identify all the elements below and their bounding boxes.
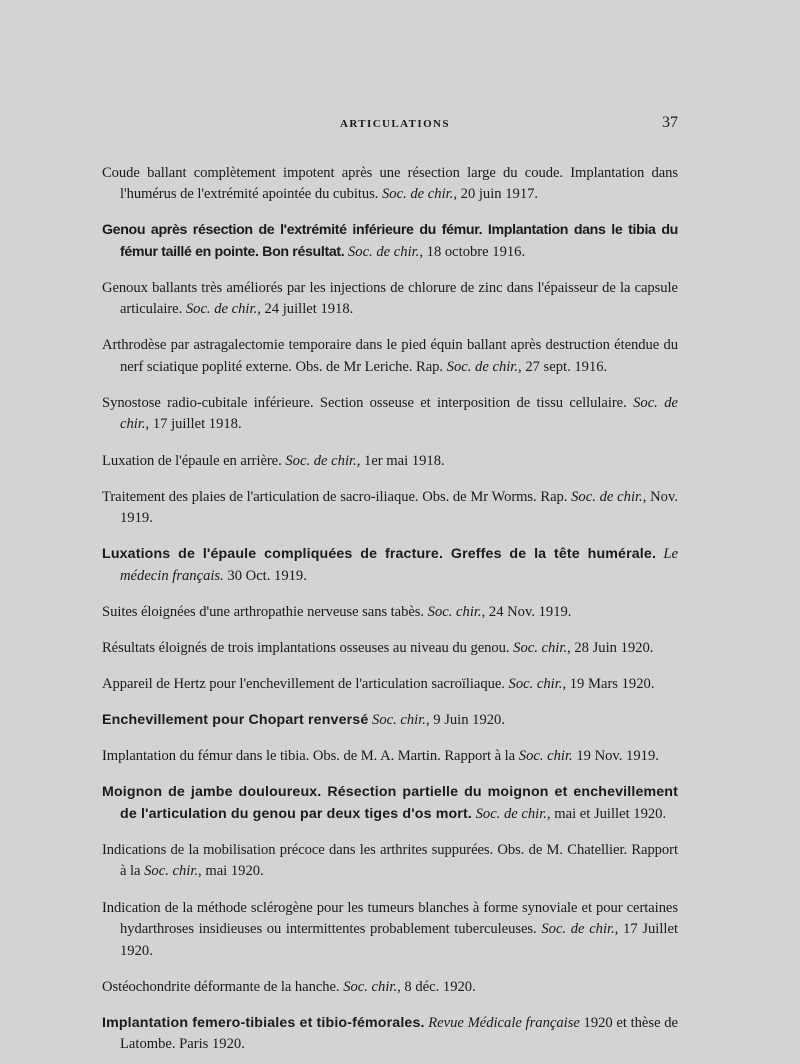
entry-journal: Soc. de chir. [382,186,454,203]
entry-date: , 17 Juillet 1920. [120,921,678,959]
entry-date: , mai et Juillet 1920. [546,805,667,822]
entry-date: , 9 Juin 1920. [425,712,506,729]
entry-journal: Soc. de chir. [120,394,678,433]
entry-journal: Soc. de chir. [185,301,258,318]
entry-journal: Soc. de chir. [541,921,615,937]
entry-date: , 28 Juin 1920. [567,639,654,656]
page-header [100,116,678,140]
entry-title: Arthrodèse par astragalectomie temporaire dans le pied équin ballant après destruction étendue du nerf sciatique poplité externe. Obs. de Mr Leriche. Rap. [102,337,678,375]
entry-date: , 17 juillet 1918. [145,416,242,433]
bibliography-entry [102,602,678,624]
entry-title: Luxation de l'épaule en arrière. [102,452,282,469]
bibliography-entry [102,710,678,732]
entry-date: , 1er mai 1918. [356,452,445,469]
bibliography-entry [102,220,678,263]
entry-title: Indication de la méthode sclérogène pour les tumeurs blanches à forme synoviale et pour certaines hydarthroses insidieuses ou intermittentes probablement tuberculeuses. [102,899,678,937]
bibliography-entry [102,746,678,768]
running-title: ARTICULATIONS [340,118,450,130]
entry-date: 1920 et thèse de Latombe. Paris 1920. [120,1014,679,1053]
entry-title: Suites éloignées d'une arthropathie nerveuse sans tabès. [102,603,425,620]
entry-journal: Soc. chir. [508,676,563,693]
bibliography-list [102,148,678,1064]
entry-journal: Revue Médicale française [428,1014,580,1031]
bibliography-entry [102,544,678,587]
entry-date: 19 Nov. 1919. [572,748,659,765]
entry-journal: Soc. de chir. [446,358,519,375]
bibliography-entry [102,674,678,696]
entry-journal: Soc. de chir. [285,452,357,469]
entry-title: Résultats éloignés de trois implantations osseuses au niveau du genou. [102,639,510,656]
entry-title: Coude ballant complètement impotent après une résection large du coude. Implantation dans l'humérus de l'extrémité apointée du cubitus. [102,164,678,203]
entry-journal: Soc. chir. [518,748,573,765]
entry-date: , 19 Mars 1920. [562,676,655,693]
entry-title: Traitement des plaies de l'articulation de sacro-iliaque. Obs. de Mr Worms. Rap. [102,488,568,505]
entry-date: , 27 sept. 1916. [518,358,608,375]
entry-title: Genou après résection de l'extrémité inférieure du fémur. Implantation dans le tibia du fémur taillé en pointe. Bon résultat. [102,222,678,260]
entry-title: Luxations de l'épaule compliquées de fracture. Greffes de la tête humérale. [102,546,657,563]
entry-title: Implantation femero-tibiales et tibio-fémorales. [102,1014,425,1031]
entry-journal: Soc. chir. [427,603,482,620]
entry-date: , 24 Nov. 1919. [481,603,572,620]
bibliography-entry [102,898,678,963]
bibliography-entry [102,335,678,378]
bibliography-entry [102,393,678,436]
bibliography-entry [102,451,678,473]
entry-title: Synostose radio-cubitale inférieure. Section osseuse et interposition de tissu cellulaire. [102,394,627,411]
bibliography-entry [102,1013,678,1056]
bibliography-entry [102,782,678,825]
entry-journal: Soc. chir. [513,639,568,656]
entry-date: , 8 déc. 1920. [397,978,476,995]
entry-date: , 18 octobre 1916. [419,243,526,260]
entry-date: , mai 1920. [198,863,264,880]
entry-date: , 20 juin 1917. [453,186,539,203]
entry-journal: Soc. chir. [343,978,398,995]
entry-journal: Soc. de chir. [348,243,420,260]
entry-journal: Le médecin français. [120,546,679,584]
bibliography-entry [102,487,678,530]
entry-journal: Soc. chir. [144,863,199,880]
bibliography-entry [102,278,678,321]
bibliography-entry [102,977,678,999]
entry-date: , Nov. 1919. [120,488,678,527]
entry-title: Implantation du fémur dans le tibia. Obs. de M. A. Martin. Rapport à la [102,748,516,765]
entry-title: Enchevillement pour Chopart renversé [102,712,369,729]
entry-title: Appareil de Hertz pour l'enchevillement de l'articulation sacroïliaque. [102,676,505,693]
entry-title: Genoux ballants très améliorés par les injections de chlorure de zinc dans l'épaisseur de la capsule articulaire. [102,279,678,318]
entry-journal: Soc. de chir. [571,488,643,505]
page-number: 37 [662,114,678,131]
entry-date: , 24 juillet 1918. [257,301,354,318]
entry-title: Moignon de jambe douloureux. Résection partielle du moignon et enchevillement de l'articulation du genou par deux tiges d'os mort. [102,784,678,822]
bibliography-entry [102,840,678,883]
bibliography-entry [102,163,678,206]
entry-title: Indications de la mobilisation précoce dans les arthrites suppurées. Obs. de M. Chatellier. Rapport à la [102,841,678,880]
entry-journal: Soc. chir. [372,712,426,729]
entry-title: Ostéochondrite déformante de la hanche. [102,978,340,995]
entry-date: 30 Oct. 1919. [223,567,307,584]
bibliography-entry [102,638,678,660]
entry-journal: Soc. de chir. [475,805,547,822]
